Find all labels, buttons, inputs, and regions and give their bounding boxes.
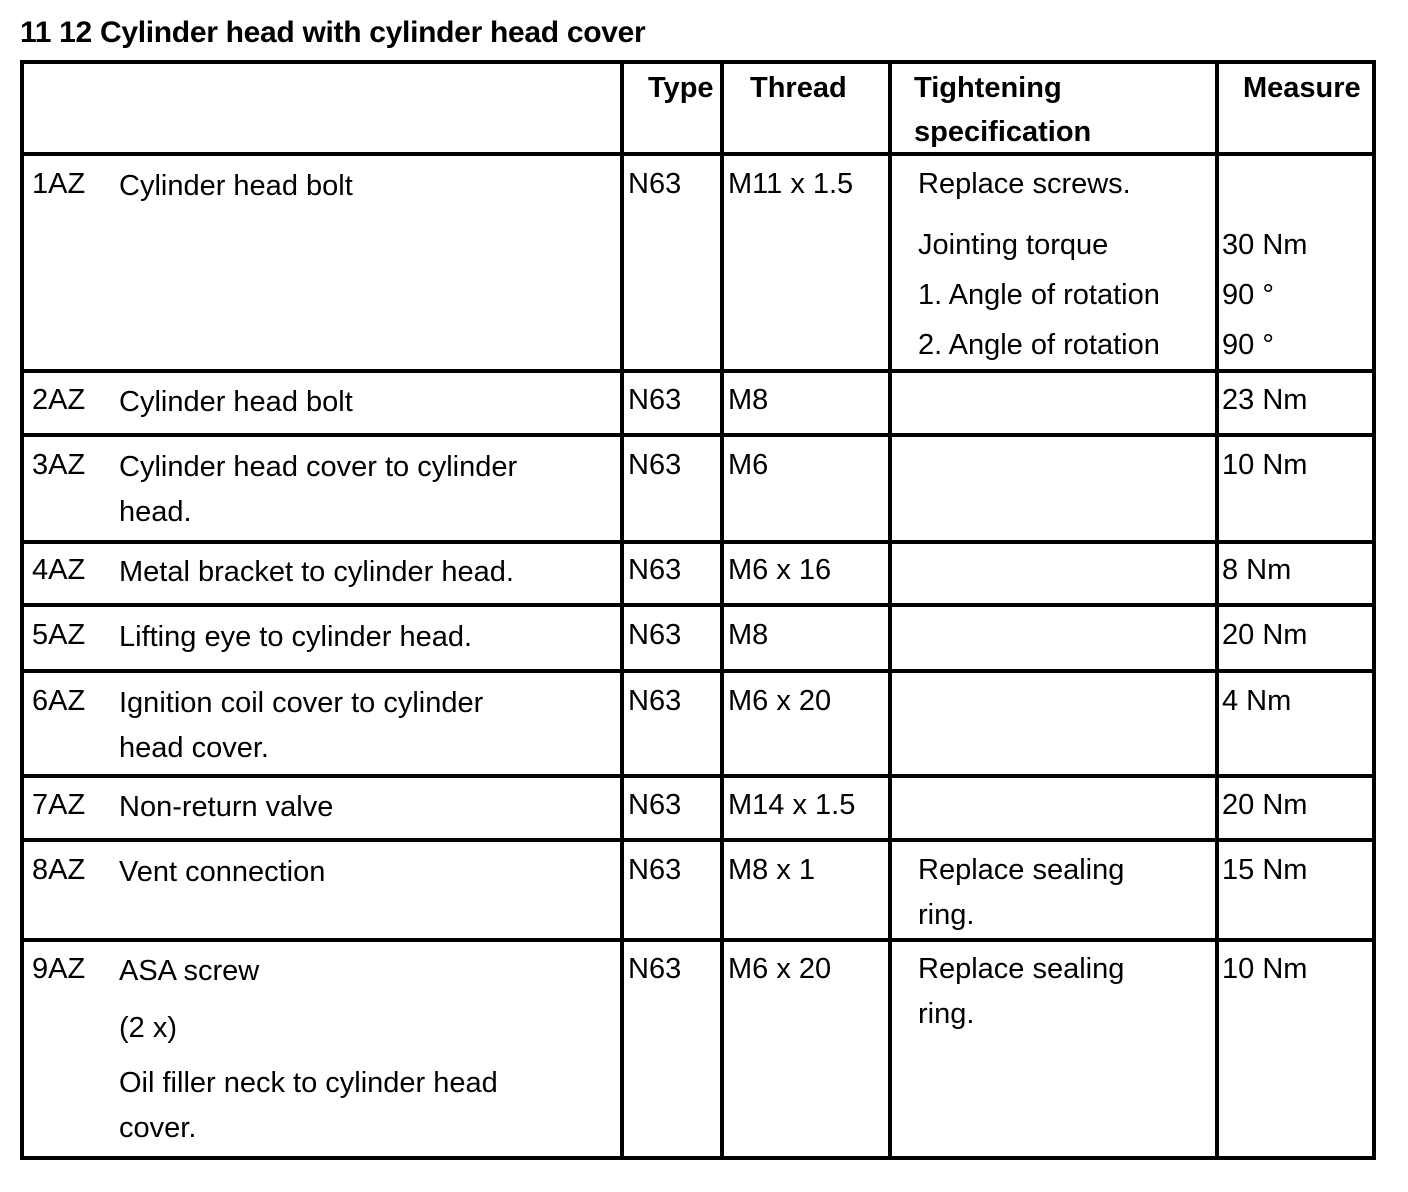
row-description: Cylinder head cover to cylinder xyxy=(119,451,518,483)
row-code: 1AZ xyxy=(32,168,86,200)
row-type: N63 xyxy=(628,449,682,481)
row-spec-line2: ring. xyxy=(918,998,975,1030)
row-description-line2: head cover. xyxy=(119,732,269,764)
row-measure: 8 Nm xyxy=(1222,554,1292,586)
row-description: Vent connection xyxy=(119,856,326,888)
row-spec: 1. Angle of rotation xyxy=(918,279,1160,311)
row-description-line2: head. xyxy=(119,496,192,528)
row-description-line4: cover. xyxy=(119,1112,197,1144)
row-thread: M8 x 1 xyxy=(728,854,816,886)
row-code: 6AZ xyxy=(32,685,86,717)
row-type: N63 xyxy=(628,384,682,416)
row-thread: M14 x 1.5 xyxy=(728,789,856,821)
table-border-top xyxy=(20,60,1376,64)
table-border-left xyxy=(20,60,24,1160)
row-description-line3: Oil filler neck to cylinder head xyxy=(119,1067,498,1099)
row-divider xyxy=(20,603,1376,607)
row-spec: Jointing torque xyxy=(918,229,1109,261)
row-measure: 23 Nm xyxy=(1222,384,1308,416)
row-description-line2: (2 x) xyxy=(119,1012,177,1044)
row-code: 7AZ xyxy=(32,789,86,821)
row-description: Non-return valve xyxy=(119,791,334,823)
row-measure: 90 ° xyxy=(1222,329,1274,361)
row-measure: 10 Nm xyxy=(1222,449,1308,481)
row-thread: M6 xyxy=(728,449,769,481)
row-code: 4AZ xyxy=(32,554,86,586)
row-thread: M6 x 20 xyxy=(728,953,832,985)
row-divider xyxy=(20,433,1376,437)
row-description: Cylinder head bolt xyxy=(119,386,353,418)
row-code: 5AZ xyxy=(32,619,86,651)
row-type: N63 xyxy=(628,168,682,200)
header-tightening-line2: specification xyxy=(914,116,1092,148)
row-type: N63 xyxy=(628,789,682,821)
table-border-right xyxy=(1372,60,1376,1160)
row-thread: M8 xyxy=(728,619,769,651)
row-type: N63 xyxy=(628,953,682,985)
row-divider xyxy=(20,938,1376,942)
row-divider xyxy=(20,540,1376,544)
row-divider xyxy=(20,369,1376,373)
row-thread: M11 x 1.5 xyxy=(728,168,854,200)
row-measure: 20 Nm xyxy=(1222,789,1308,821)
row-type: N63 xyxy=(628,685,682,717)
row-divider xyxy=(20,774,1376,778)
row-type: N63 xyxy=(628,854,682,886)
row-code: 2AZ xyxy=(32,384,86,416)
row-measure: 4 Nm xyxy=(1222,685,1292,717)
row-description: ASA screw xyxy=(119,955,260,987)
header-measure: Measure xyxy=(1243,72,1361,104)
row-description: Metal bracket to cylinder head. xyxy=(119,556,514,588)
header-thread: Thread xyxy=(750,72,847,104)
header-type: Type xyxy=(648,72,714,104)
row-measure: 15 Nm xyxy=(1222,854,1308,886)
row-measure: 10 Nm xyxy=(1222,953,1308,985)
row-measure: 20 Nm xyxy=(1222,619,1308,651)
column-divider xyxy=(720,60,724,1160)
row-type: N63 xyxy=(628,554,682,586)
row-divider xyxy=(20,669,1376,673)
row-spec: Replace screws. xyxy=(918,168,1131,200)
row-code: 3AZ xyxy=(32,449,86,481)
row-thread: M8 xyxy=(728,384,769,416)
row-spec: 2. Angle of rotation xyxy=(918,329,1160,361)
row-measure: 30 Nm xyxy=(1222,229,1308,261)
row-description: Ignition coil cover to cylinder xyxy=(119,687,484,719)
table-border-bottom xyxy=(20,1156,1376,1160)
column-divider xyxy=(888,60,892,1160)
row-divider xyxy=(20,152,1376,156)
row-type: N63 xyxy=(628,619,682,651)
row-measure: 90 ° xyxy=(1222,279,1274,311)
header-tightening-line1: Tightening xyxy=(914,72,1062,104)
row-code: 8AZ xyxy=(32,854,86,886)
row-thread: M6 x 16 xyxy=(728,554,832,586)
row-description: Lifting eye to cylinder head. xyxy=(119,621,473,653)
row-thread: M6 x 20 xyxy=(728,685,832,717)
column-divider xyxy=(620,60,624,1160)
row-description: Cylinder head bolt xyxy=(119,170,353,202)
row-spec: Replace sealing xyxy=(918,953,1125,985)
row-divider xyxy=(20,838,1376,842)
column-divider xyxy=(1215,60,1219,1160)
document-title: 11 12 Cylinder head with cylinder head cover xyxy=(20,16,646,49)
row-spec: Replace sealing xyxy=(918,854,1125,886)
row-code: 9AZ xyxy=(32,953,86,985)
row-spec-line2: ring. xyxy=(918,899,975,931)
